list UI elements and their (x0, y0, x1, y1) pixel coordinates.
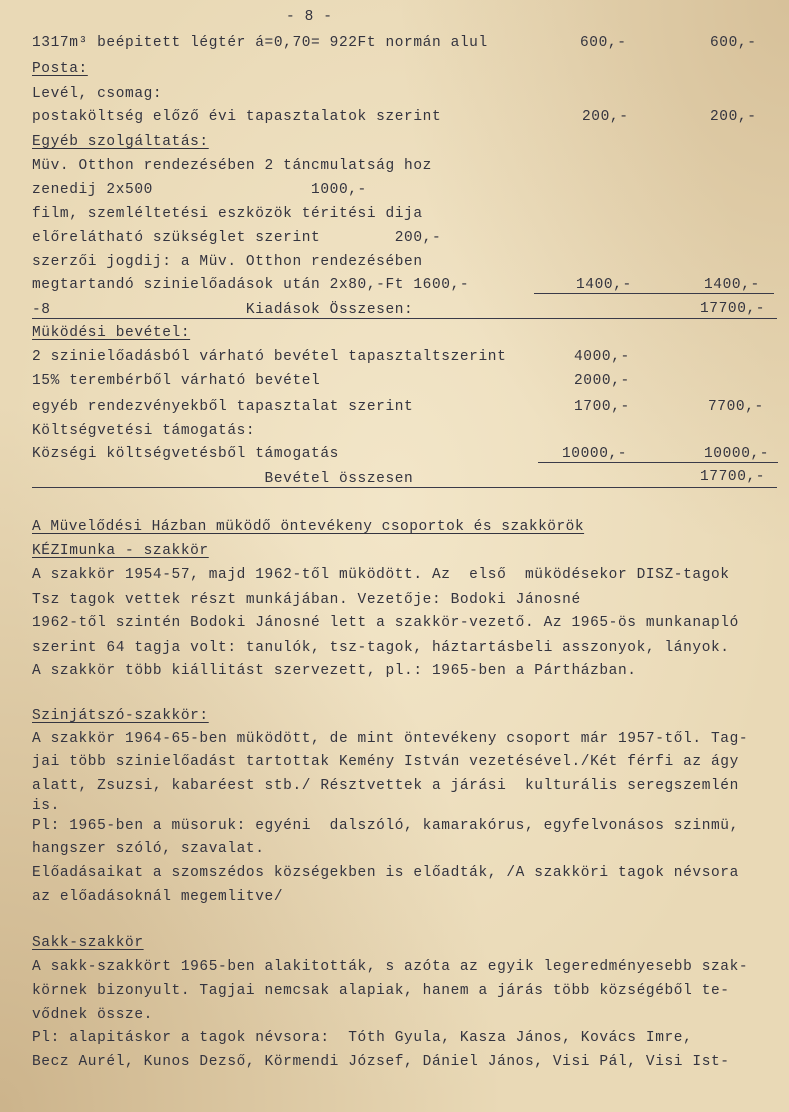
section-title: KÉZImunka - szakkör (32, 543, 209, 559)
subtotal-rule (538, 462, 778, 463)
budget-row-text: Költségvetési támogatás: (32, 423, 256, 439)
section-line: alatt, Zsuzsi, kabaréest stb./ Résztvettek a járási kulturális seregszemlén (32, 778, 739, 794)
section-line: Előadásaikat a szomszédos községekben is előadták, /A szakköri tagok névsora (32, 865, 739, 881)
subtotal-rule (534, 293, 774, 294)
budget-row-col2: 1400,- (704, 277, 760, 293)
section-line: A szakkör több kiállitást szervezett, pl.: 1965-ben a Pártházban. (32, 663, 637, 679)
section-line: Pl: alapitáskor a tagok névsora: Tóth Gyula, Kasza János, Kovács Imre, (32, 1030, 693, 1046)
budget-row-col1: 1400,- (576, 277, 632, 293)
section-line: A sakk-szakkört 1965-ben alakitották, s azóta az egyik legeredményesebb szak- (32, 959, 749, 975)
budget-row-col2: 10000,- (704, 446, 770, 462)
budget-row-text: zenedij 2x500 1000,- (32, 182, 367, 198)
budget-row-col1: 10000,- (562, 446, 628, 462)
budget-row-text: előrelátható szükséglet szerint 200,- (32, 230, 442, 246)
section-line: vődnek össze. (32, 1007, 153, 1023)
budget-row-col2: 200,- (710, 109, 757, 125)
section-line: A szakkör 1964-65-ben müködött, de mint öntevékeny csoport már 1957-től. Tag- (32, 731, 749, 747)
expenses-total-label: -8 Kiadások Összesen: (32, 302, 414, 318)
budget-row-text: egyéb rendezvényekből tapasztalat szerint (32, 399, 414, 415)
total-rule (32, 487, 777, 488)
budget-row-text: Községi költségvetésből támogatás (32, 446, 339, 462)
total-rule (32, 318, 777, 319)
budget-row-col2: 7700,- (708, 399, 764, 415)
budget-row-col1: 1700,- (574, 399, 630, 415)
section-line: körnek bizonyult. Tagjai nemcsak alapiak, hanem a járás több községéből te- (32, 983, 730, 999)
section-line: 1962-től szintén Bodoki Jánosné lett a szakkör-vezető. Az 1965-ös munkanapló (32, 615, 739, 631)
budget-row-text: Müv. Otthon rendezésében 2 táncmulatság hoz (32, 158, 432, 174)
budget-row-text: Müködési bevétel: (32, 325, 191, 341)
budget-row-text: Posta: (32, 61, 88, 77)
section-line: szerint 64 tagja volt: tanulók, tsz-tagok, háztartásbeli asszonyok, lányok. (32, 640, 730, 656)
budget-row-text: film, szemléltetési eszközök téritési dija (32, 206, 423, 222)
budget-row-col1: 200,- (582, 109, 629, 125)
budget-row-text: Levél, csomag: (32, 86, 163, 102)
section-line: Tsz tagok vettek részt munkájában. Vezetője: Bodoki Jánosné (32, 592, 581, 608)
section-line: jai több szinielőadást tartottak Kemény István vezetésével./Két férfi az ágy (32, 754, 739, 770)
section-line: A szakkör 1954-57, majd 1962-től müködött. Az első müködésekor DISZ-tagok (32, 567, 730, 583)
budget-row-text: 2 szinielőadásból várható bevétel tapasztaltszerint (32, 349, 507, 365)
budget-row-col1: 600,- (580, 35, 627, 51)
section-line: hangszer szóló, szavalat. (32, 841, 265, 857)
income-total-label: Bevétel összesen (32, 471, 414, 487)
budget-row-col1: 2000,- (574, 373, 630, 389)
section-line: is. (32, 798, 60, 814)
section-line: az előadásoknál megemlitve/ (32, 889, 284, 905)
budget-row-text: 15% terembérből várható bevétel (32, 373, 321, 389)
income-total-value: 17700,- (700, 469, 766, 485)
budget-row-text: megtartandó szinielőadások után 2x80,-Ft 1600,- (32, 277, 470, 293)
budget-row-col1: 4000,- (574, 349, 630, 365)
budget-row-text: postaköltség előző évi tapasztalatok szerint (32, 109, 442, 125)
section-line: Pl: 1965-ben a müsoruk: egyéni dalszóló, kamarakórus, egyfelvonásos szinmü, (32, 818, 739, 834)
budget-row-col2: 600,- (710, 35, 757, 51)
section-title: Sakk-szakkör (32, 935, 144, 951)
expenses-total-value: 17700,- (700, 301, 766, 317)
section-line: Becz Aurél, Kunos Dezső, Körmendi József, Dániel János, Visi Pál, Visi Ist- (32, 1054, 730, 1070)
section-title: Szinjátszó-szakkör: (32, 708, 209, 724)
budget-row-text: 1317m³ beépitett légtér á=0,70= 922Ft normán alul (32, 35, 488, 51)
budget-row-text: szerzői jogdij: a Müv. Otthon rendezésében (32, 254, 423, 270)
section-heading: A Müvelődési Házban müködő öntevékeny csoportok és szakkörök (32, 519, 585, 535)
page-number: - 8 - (286, 9, 333, 25)
budget-row-text: Egyéb szolgáltatás: (32, 134, 209, 150)
